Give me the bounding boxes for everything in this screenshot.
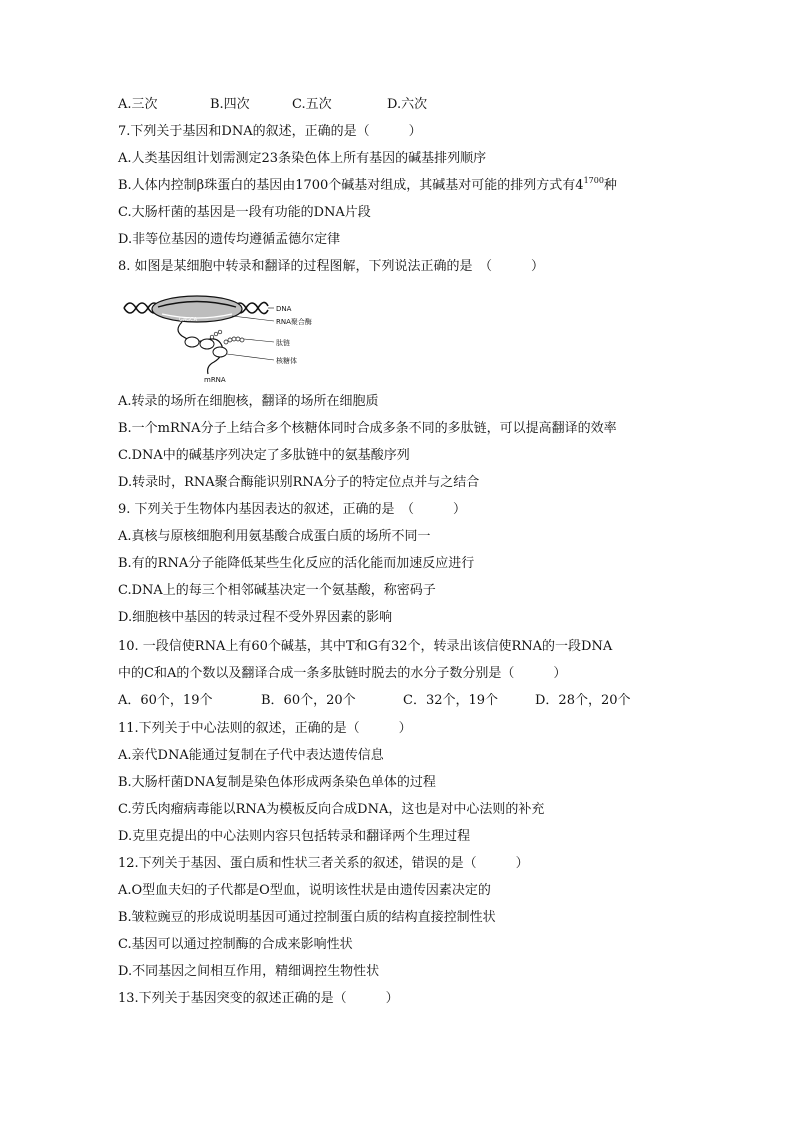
q10-stem-line2: 中的C和A的个数以及翻译合成一条多肽链时脱去的水分子数分别是（ ） (118, 666, 567, 681)
q7-option-d: D.非等位基因的遗传均遵循孟德尔定律 (118, 232, 341, 247)
q8-option-d: D.转录时，RNA聚合酶能识别RNA分子的特定位点并与之结合 (118, 475, 480, 490)
q10-option-d: D．28个，20个 (535, 693, 631, 708)
q6-option-a: A.三次 (118, 97, 158, 112)
label-mrna: mRNA (204, 376, 226, 384)
q10-option-b: B．60个，20个 (261, 693, 356, 708)
q6-options (118, 96, 427, 114)
q12-option-b: B.皱粒豌豆的形成说明基因可通过控制蛋白质的结构直接控制性状 (118, 910, 496, 925)
q8-option-b: B.一个mRNA分子上结合多个核糖体同时合成多条不同的多肽链，可以提高翻译的效率 (118, 421, 617, 436)
q11-option-a: A.亲代DNA能通过复制在子代中表达遗传信息 (118, 748, 384, 763)
q7-stem: 7.下列关于基因和DNA的叙述，正确的是（ ） (118, 124, 422, 139)
q10-stem-line1: 10. 一段信使RNA上有60个碱基，其中T和G有32个，转录出该信使RNA的一段DNA (118, 639, 613, 654)
ribosome-2 (200, 339, 214, 349)
q7-option-c: C.大肠杆菌的基因是一段有功能的DNA片段 (118, 205, 371, 220)
q11-stem: 11.下列关于中心法则的叙述，正确的是（ ） (118, 721, 412, 736)
q7-option-a: A.人类基因组计划需测定23条染色体上所有基因的碱基排列顺序 (118, 151, 487, 166)
transcription-translation-figure (122, 292, 312, 384)
q7-option-b-text: B.人体内控制β珠蛋白的基因由1700个碱基对组成，其碱基对可能的排列方式有4 (118, 178, 584, 193)
peptide-chain (210, 330, 244, 344)
q6-option-b: B.四次 (210, 97, 250, 112)
ribosome-1 (185, 337, 199, 347)
q9-stem: 9. 下列关于生物体内基因表达的叙述，正确的是 （ ） (118, 502, 467, 517)
q9-option-d: D.细胞核中基因的转录过程不受外界因素的影响 (118, 610, 393, 625)
q8-option-c: C.DNA中的碱基序列决定了多肽链中的氨基酸序列 (118, 448, 410, 463)
q12-option-d: D.不同基因之间相互作用，精细调控生物性状 (118, 964, 380, 979)
q8-stem: 8. 如图是某细胞中转录和翻译的过程图解，下列说法正确的是 （ ） (118, 259, 545, 274)
q12-option-c: C.基因可以通过控制酶的合成来影响性状 (118, 937, 353, 952)
q12-stem: 12.下列关于基因、蛋白质和性状三者关系的叙述，错误的是（ ） (118, 856, 529, 871)
base-sequence-label: GAGCA (179, 317, 197, 323)
q10-option-a: A．60个，19个 (118, 693, 213, 708)
q9-option-c: C.DNA上的每三个相邻碱基决定一个氨基酸，称密码子 (118, 583, 436, 598)
label-rna-polymerase: RNA聚合酶 (276, 318, 312, 326)
q8-option-a: A.转录的场所在细胞核，翻译的场所在细胞质 (118, 394, 379, 409)
q7-option-b-exponent: 1700 (583, 176, 604, 185)
q12-option-a: A.O型血夫妇的子代都是O型血，说明该性状是由遗传因素决定的 (118, 883, 491, 898)
q13-stem: 13.下列关于基因突变的叙述正确的是（ ） (118, 991, 399, 1006)
q11-option-c: C.劳氏肉瘤病毒能以RNA为模板反向合成DNA，这也是对中心法则的补充 (118, 802, 545, 817)
q7-option-b-suffix: 种 (603, 178, 617, 193)
q6-option-d: D.六次 (387, 97, 428, 112)
label-peptide: 肽链 (276, 339, 290, 347)
label-ribosome: 核糖体 (276, 357, 297, 365)
q9-option-a: A.真核与原核细胞利用氨基酸合成蛋白质的场所不同一 (118, 529, 431, 544)
q6-option-c: C.五次 (292, 97, 332, 112)
q10-options (118, 692, 631, 710)
label-dna: DNA (276, 305, 292, 313)
q9-option-b: B.有的RNA分子能降低某些生化反应的活化能而加速反应进行 (118, 556, 475, 571)
q11-option-d: D.克里克提出的中心法则内容只包括转录和翻译两个生理过程 (118, 829, 471, 844)
ribosome-3 (213, 347, 227, 357)
q11-option-b: B.大肠杆菌DNA复制是染色体形成两条染色单体的过程 (118, 775, 436, 790)
q7-option-b (118, 177, 617, 195)
q10-option-c: C．32个，19个 (403, 693, 499, 708)
